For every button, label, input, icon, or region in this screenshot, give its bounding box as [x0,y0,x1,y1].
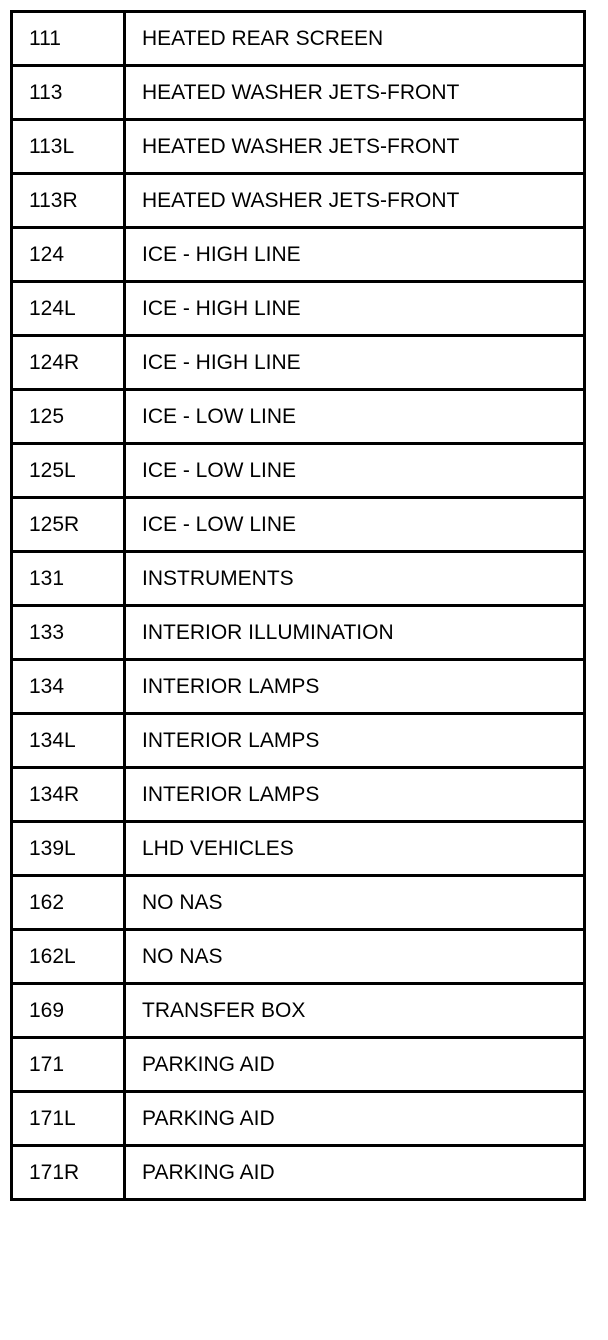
code-cell: 133 [12,606,125,660]
description-cell: ICE - HIGH LINE [125,228,585,282]
code-cell: 139L [12,822,125,876]
table-row [12,336,585,390]
description-cell: NO NAS [125,876,585,930]
code-cell: 124R [12,336,125,390]
description-cell: TRANSFER BOX [125,984,585,1038]
description-cell: HEATED WASHER JETS-FRONT [125,120,585,174]
table-row [12,876,585,930]
description-cell: INTERIOR ILLUMINATION [125,606,585,660]
description-cell: NO NAS [125,930,585,984]
table-row [12,12,585,66]
code-cell: 125R [12,498,125,552]
description-cell: PARKING AID [125,1038,585,1092]
table-row [12,390,585,444]
code-table [10,10,586,1201]
code-cell: 162 [12,876,125,930]
code-cell: 125L [12,444,125,498]
description-cell: HEATED WASHER JETS-FRONT [125,174,585,228]
table-row [12,1092,585,1146]
table-row [12,282,585,336]
code-cell: 113L [12,120,125,174]
code-cell: 162L [12,930,125,984]
code-cell: 124L [12,282,125,336]
description-cell: HEATED REAR SCREEN [125,12,585,66]
description-cell: INSTRUMENTS [125,552,585,606]
description-cell: INTERIOR LAMPS [125,714,585,768]
code-cell: 131 [12,552,125,606]
description-cell: LHD VEHICLES [125,822,585,876]
code-cell: 113R [12,174,125,228]
table-row [12,768,585,822]
code-cell: 171 [12,1038,125,1092]
table-row [12,714,585,768]
table-row [12,1038,585,1092]
description-cell: ICE - LOW LINE [125,390,585,444]
table-row [12,606,585,660]
table-row [12,930,585,984]
description-cell: HEATED WASHER JETS-FRONT [125,66,585,120]
description-cell: ICE - LOW LINE [125,444,585,498]
code-cell: 134R [12,768,125,822]
table-row [12,984,585,1038]
code-cell: 171L [12,1092,125,1146]
code-cell: 134 [12,660,125,714]
description-cell: PARKING AID [125,1092,585,1146]
description-cell: INTERIOR LAMPS [125,768,585,822]
table-row [12,66,585,120]
table-row [12,444,585,498]
description-cell: ICE - HIGH LINE [125,282,585,336]
table-row [12,228,585,282]
description-cell: PARKING AID [125,1146,585,1200]
description-cell: INTERIOR LAMPS [125,660,585,714]
code-cell: 124 [12,228,125,282]
table-row [12,660,585,714]
table-row [12,174,585,228]
table-row [12,120,585,174]
table-row [12,1146,585,1200]
code-cell: 134L [12,714,125,768]
description-cell: ICE - LOW LINE [125,498,585,552]
code-table-body [12,12,585,1200]
table-row [12,552,585,606]
description-cell: ICE - HIGH LINE [125,336,585,390]
code-cell: 111 [12,12,125,66]
table-row [12,822,585,876]
code-cell: 113 [12,66,125,120]
code-cell: 169 [12,984,125,1038]
table-row [12,498,585,552]
code-cell: 171R [12,1146,125,1200]
code-cell: 125 [12,390,125,444]
